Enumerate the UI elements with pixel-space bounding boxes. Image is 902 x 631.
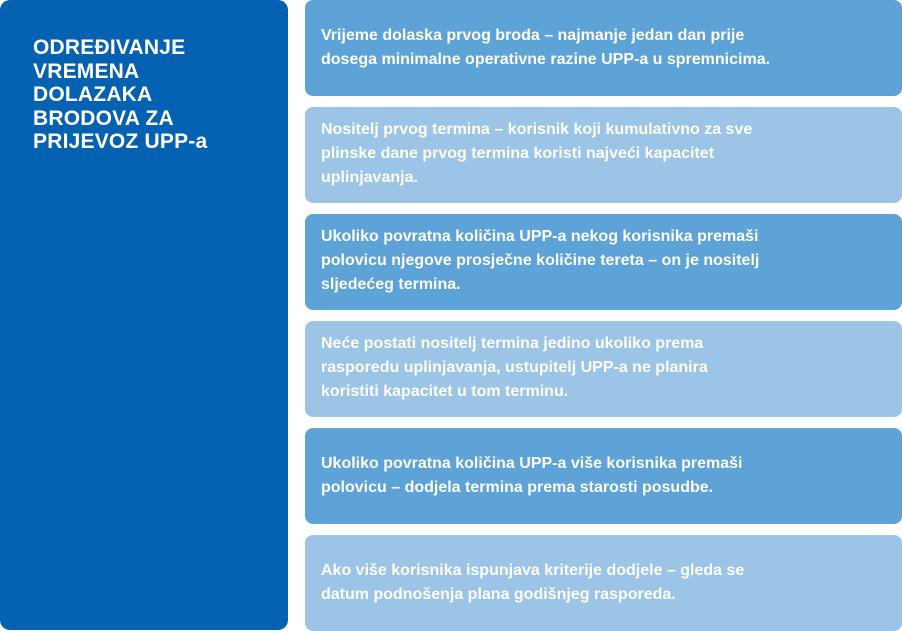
rule-box-2	[305, 107, 902, 203]
rule-box-1	[305, 0, 902, 96]
title-line-1: ODREĐIVANJE	[33, 36, 186, 59]
rule-5-line-1: Ukoliko povratna količina UPP-a više korisnika premaši	[321, 455, 743, 472]
rule-2-line-2: plinske dane prvog termina koristi najveći kapacitet	[321, 144, 715, 162]
rule-box-4	[305, 321, 902, 417]
title-line-3: DOLAZAKA	[33, 83, 153, 106]
rule-1-line-1: Vrijeme dolaska prvog broda – najmanje jedan dan prije	[321, 27, 745, 44]
rule-3-line-1: Ukoliko povratna količina UPP-a nekog korisnika premaši	[321, 227, 759, 245]
diagram-title	[33, 36, 268, 154]
title-panel	[0, 0, 288, 630]
rule-text-5	[321, 452, 743, 500]
rule-4-line-2: rasporedu uplinjavanja, ustupitelj UPP-a ne planira	[321, 358, 708, 376]
rule-6-line-1: Ako više korisnika ispunjava kriterije dodjele – gleda se	[321, 562, 745, 579]
rule-text-2	[321, 118, 752, 190]
rule-2-line-3: uplinjavanja.	[321, 168, 418, 186]
rule-4-line-1: Neće postati nositelj termina jedino ukoliko prema	[321, 334, 704, 352]
rule-text-6	[321, 559, 744, 607]
rule-box-6	[305, 535, 902, 631]
rule-3-line-3: sljedećeg termina.	[321, 275, 461, 293]
rule-text-4	[321, 332, 708, 404]
title-line-2: VREMENA	[33, 59, 140, 83]
rule-2-line-1: Nositelj prvog termina – korisnik koji kumulativno za sve	[321, 120, 753, 138]
rule-text-1	[321, 24, 770, 72]
rule-box-3	[305, 214, 902, 310]
rule-box-5	[305, 428, 902, 524]
rule-1-line-2: dosega minimalne operativne razine UPP-a u spremnicima.	[321, 51, 771, 68]
rule-4-line-3: koristiti kapacitet u tom terminu.	[321, 382, 569, 400]
title-line-4: BRODOVA ZA	[33, 106, 174, 130]
rule-6-line-2: datum podnošenja plana godišnjeg rasporeda.	[321, 586, 676, 603]
title-line-5: PRIJEVOZ UPP-a	[33, 130, 208, 153]
rule-text-3	[321, 225, 759, 297]
rule-3-line-2: polovicu njegove prosječne količine tereta – on je nositelj	[321, 251, 760, 269]
rule-5-line-2: polovicu – dodjela termina prema starosti posudbe.	[321, 479, 714, 496]
